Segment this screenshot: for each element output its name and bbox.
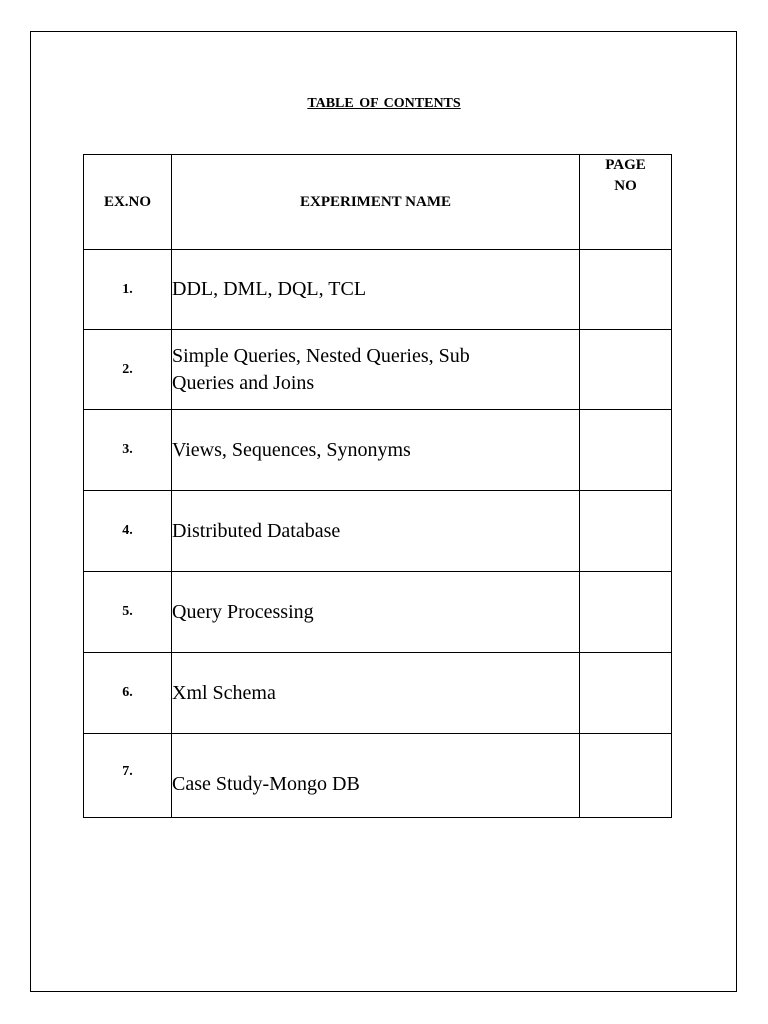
table-row bbox=[84, 250, 672, 330]
row-page-no bbox=[580, 410, 672, 491]
row-page-no bbox=[580, 734, 672, 818]
row-exno: 2. bbox=[84, 330, 172, 410]
row-exno: 7. bbox=[84, 734, 172, 818]
header-experiment-name: EXPERIMENT NAME bbox=[172, 155, 580, 250]
table-of-contents bbox=[83, 154, 672, 818]
table-row bbox=[84, 572, 672, 653]
table-row bbox=[84, 410, 672, 491]
table-row bbox=[84, 653, 672, 734]
row-exno: 5. bbox=[84, 572, 172, 653]
row-page-no bbox=[580, 653, 672, 734]
row-page-no bbox=[580, 330, 672, 410]
row-experiment-name-line2: Queries and Joins bbox=[172, 371, 315, 394]
table-row bbox=[84, 734, 672, 818]
row-experiment-name: Case Study-Mongo DB bbox=[172, 734, 580, 818]
page-title bbox=[0, 96, 768, 112]
row-experiment-name: Xml Schema bbox=[172, 653, 580, 734]
header-page-line2: NO bbox=[614, 178, 637, 194]
table-row bbox=[84, 330, 672, 410]
row-page-no bbox=[580, 491, 672, 572]
header-page-line1: PAGE bbox=[605, 157, 646, 173]
row-experiment-name bbox=[172, 330, 580, 410]
row-exno: 4. bbox=[84, 491, 172, 572]
row-exno: 1. bbox=[84, 250, 172, 330]
row-experiment-name: Views, Sequences, Synonyms bbox=[172, 410, 580, 491]
row-experiment-name: Query Processing bbox=[172, 572, 580, 653]
table-row bbox=[84, 491, 672, 572]
page-title-text: TABLE OF CONTENTS bbox=[307, 96, 461, 111]
row-exno: 6. bbox=[84, 653, 172, 734]
header-exno: EX.NO bbox=[84, 155, 172, 250]
row-exno: 3. bbox=[84, 410, 172, 491]
row-page-no bbox=[580, 250, 672, 330]
header-page-no bbox=[580, 155, 672, 250]
row-page-no bbox=[580, 572, 672, 653]
table-header-row bbox=[84, 155, 672, 250]
row-experiment-name: DDL, DML, DQL, TCL bbox=[172, 250, 580, 330]
row-experiment-name-line1: Simple Queries, Nested Queries, Sub bbox=[172, 344, 470, 367]
row-experiment-name: Distributed Database bbox=[172, 491, 580, 572]
